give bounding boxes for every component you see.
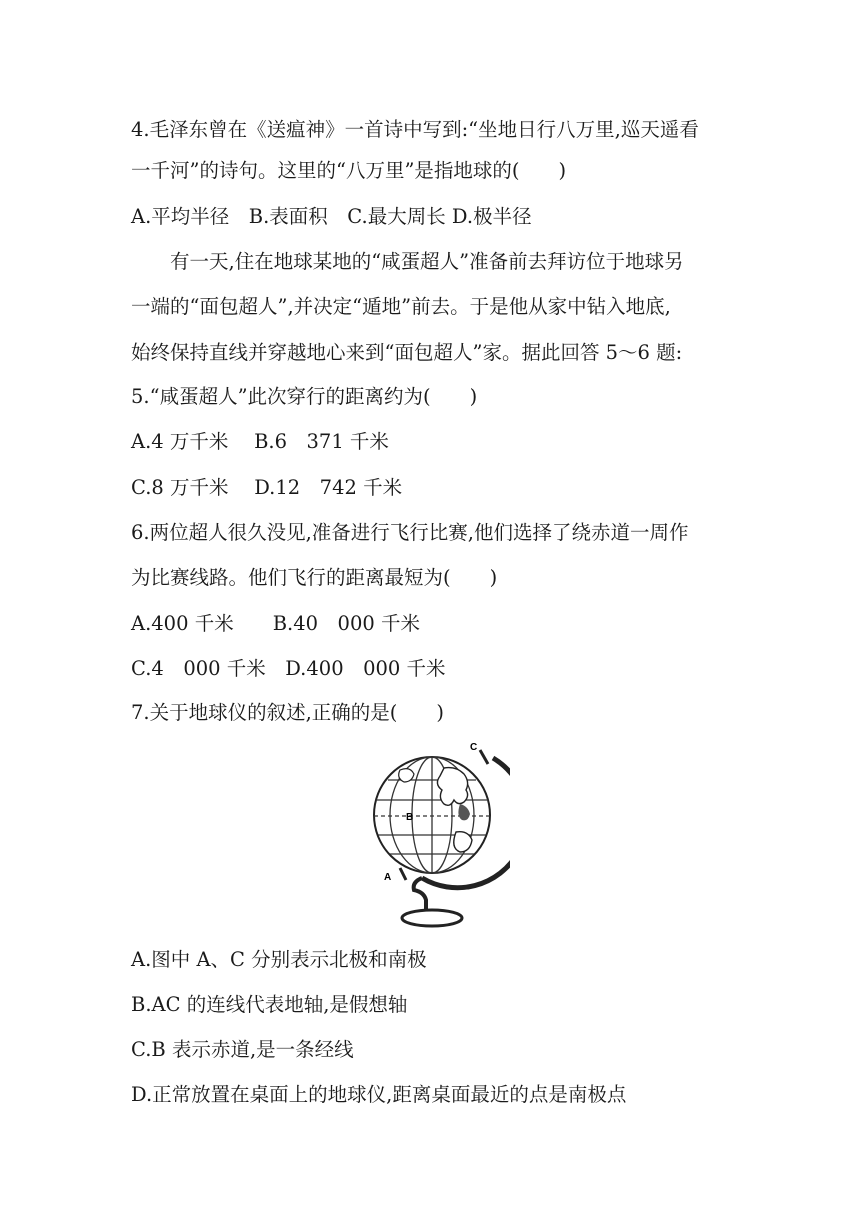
passage-line3: 始终保持直线并穿越地心来到“面包超人”家。据此回答 5～6 题: [131, 341, 683, 364]
passage-line2: 一端的“面包超人”,并决定“遁地”前去。于是他从家中钻入地底, [131, 295, 671, 318]
q6-stem-line2: 为比赛线路。他们飞行的距离最短为( ) [131, 566, 498, 589]
globe-figure [360, 740, 510, 930]
figure-label-c: C [470, 742, 478, 753]
q5-options-row1: A.4 万千米 B.6 371 千米 [131, 430, 389, 453]
q6-stem-line1: 6.两位超人很久没见,准备进行飞行比赛,他们选择了绕赤道一周作 [131, 521, 689, 544]
figure-label-b: B [406, 812, 414, 823]
q4-options: A.平均半径 B.表面积 C.最大周长 D.极半径 [131, 205, 532, 228]
q7-option-d: D.正常放置在桌面上的地球仪,距离桌面最近的点是南极点 [131, 1083, 627, 1106]
q5-stem: 5.“咸蛋超人”此次穿行的距离约为( ) [131, 385, 478, 408]
q5-options-row2: C.8 万千米 D.12 742 千米 [131, 476, 403, 499]
q7-option-c: C.B 表示赤道,是一条经线 [131, 1038, 354, 1061]
q6-options-row1: A.400 千米 B.40 000 千米 [131, 612, 420, 635]
passage-line1: 有一天,住在地球某地的“咸蛋超人”准备前去拜访位于地球另 [170, 250, 684, 273]
q7-stem: 7.关于地球仪的叙述,正确的是( ) [131, 701, 445, 724]
globe-stand [414, 878, 426, 912]
q7-option-b: B.AC 的连线代表地轴,是假想轴 [131, 993, 408, 1016]
q4-stem-line1: 4.毛泽东曾在《送瘟神》一首诗中写到:“坐地日行八万里,巡天遥看 [131, 118, 699, 141]
q6-options-row2: C.4 000 千米 D.400 000 千米 [131, 657, 446, 680]
globe-base [402, 910, 462, 926]
globe-illustration [360, 740, 510, 930]
figure-label-a: A [384, 872, 392, 883]
q7-option-a: A.图中 A、C 分别表示北极和南极 [131, 948, 427, 971]
q4-stem-line2: 一千河”的诗句。这里的“八万里”是指地球的( ) [131, 159, 567, 182]
